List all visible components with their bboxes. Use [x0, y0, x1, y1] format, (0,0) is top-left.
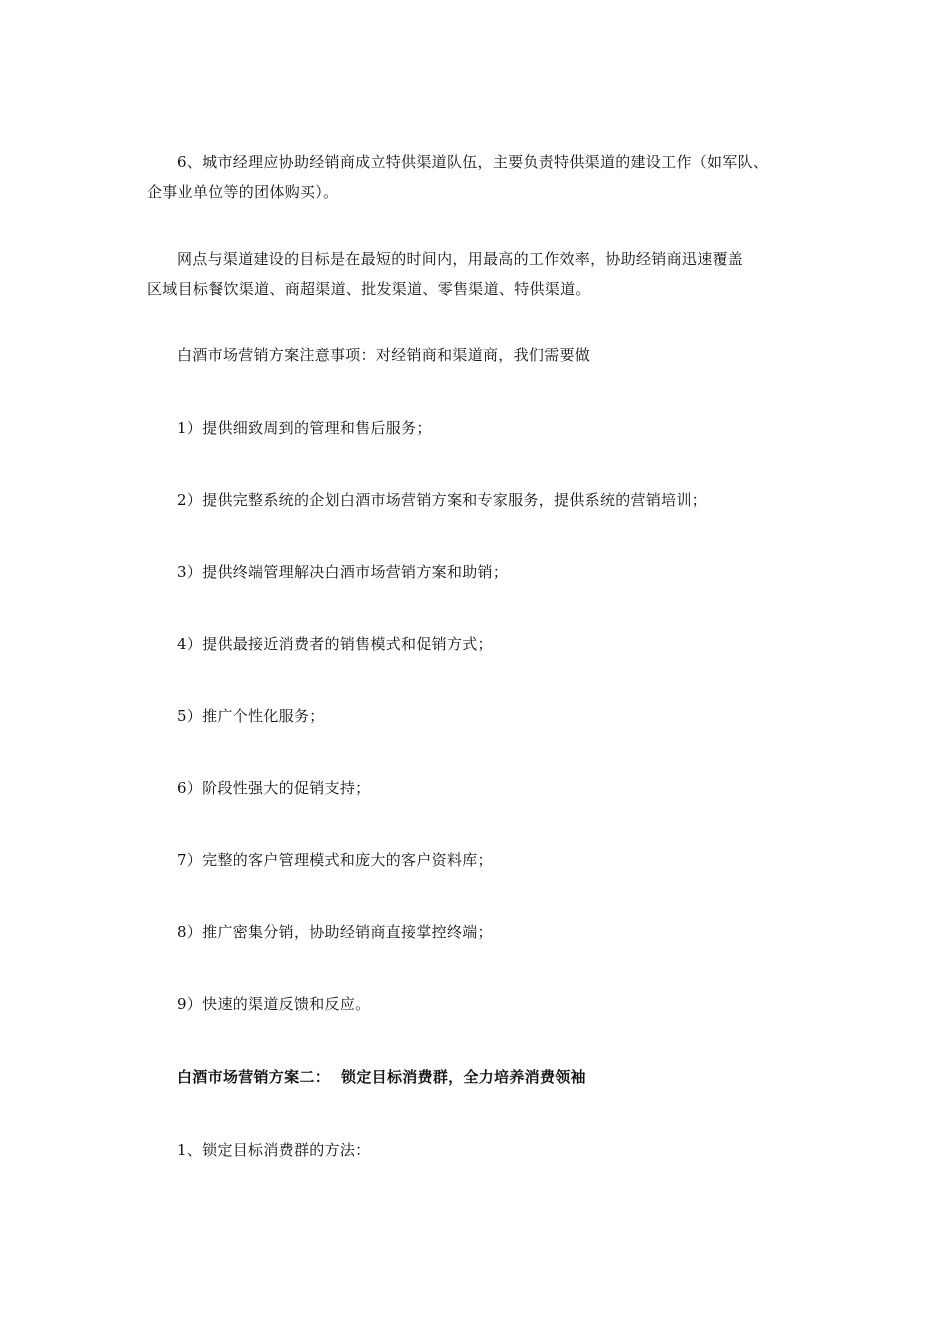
- paragraph-line: 白酒市场营销方案注意事项：对经销商和渠道商，我们需要做: [177, 346, 591, 364]
- section-heading: 白酒市场营销方案二： 锁定目标消费群，全力培养消费领袖: [177, 1068, 586, 1086]
- paragraph-channel-goal: [147, 244, 837, 304]
- paragraph-line: 6、城市经理应协助经销商成立特供渠道队伍，主要负责特供渠道的建设工作（如军队、: [177, 153, 769, 171]
- paragraph-special-channel: [147, 147, 837, 207]
- list-item: 1）提供细致周到的管理和售后服务；: [177, 419, 432, 437]
- paragraph-line: 区域目标餐饮渠道、商超渠道、批发渠道、零售渠道、特供渠道。: [147, 280, 591, 298]
- list-item: 4）提供最接近消费者的销售模式和促销方式；: [177, 635, 493, 653]
- list-item: 6）阶段性强大的促销支持；: [177, 779, 371, 797]
- paragraph-notes-intro: [147, 340, 837, 370]
- list-item: 5）推广个性化服务；: [177, 707, 325, 725]
- list-item: 7）完整的客户管理模式和庞大的客户资料库；: [177, 851, 493, 869]
- list-item: 3）提供终端管理解决白酒市场营销方案和助销；: [177, 563, 509, 581]
- list-item: 8）推广密集分销，协助经销商直接掌控终端；: [177, 923, 493, 941]
- paragraph-line: 网点与渠道建设的目标是在最短的时间内，用最高的工作效率，协助经销商迅速覆盖: [177, 250, 744, 268]
- sub-item: 1、锁定目标消费群的方法：: [177, 1141, 371, 1159]
- list-item: 2）提供完整系统的企划白酒市场营销方案和专家服务，提供系统的营销培训；: [177, 491, 708, 509]
- paragraph-line: 企事业单位等的团体购买）。: [147, 183, 339, 201]
- list-item: 9）快速的渠道反馈和反应。: [177, 995, 371, 1013]
